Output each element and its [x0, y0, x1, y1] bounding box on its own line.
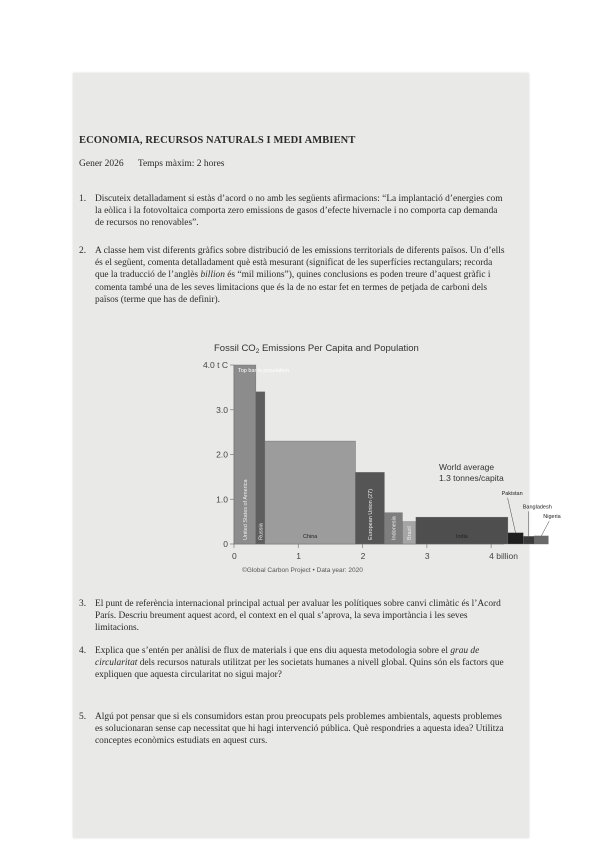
y-tick-label: 2.0: [216, 449, 228, 460]
question-text-emphasis: billion: [200, 270, 225, 281]
chart-bar: [523, 536, 534, 544]
x-tick-label: 3: [424, 551, 430, 561]
y-tick-label: 1.0: [216, 494, 228, 505]
chart-bar: [534, 536, 548, 544]
chart-bar: [508, 533, 523, 544]
bar-label: Nigeria: [543, 513, 561, 520]
y-tick-label: 0: [223, 539, 228, 549]
bar-leader-line: [508, 498, 516, 533]
question-number: 1.: [79, 194, 87, 204]
question-number: 3.: [79, 599, 87, 609]
bar-label: Pakistan: [501, 490, 523, 497]
y-tick-label: 3.0: [216, 404, 228, 415]
bar-label: United States of America: [242, 479, 249, 540]
x-tick-label: 4 billion: [489, 551, 518, 561]
exam-date: Gener 2026: [79, 159, 124, 169]
question-number: 2.: [79, 246, 87, 256]
x-tick-label: 2: [360, 551, 366, 561]
question-text-emphasis: grau de circularitat: [95, 646, 480, 669]
emissions-chart: [146, 339, 561, 577]
question-1: [79, 193, 505, 230]
bar-leader-line: [541, 521, 549, 536]
question-2: [79, 245, 505, 306]
bar-label: Russia: [258, 523, 265, 540]
x-tick-label: 1: [296, 551, 302, 561]
bar-label: Indonesia: [391, 516, 398, 540]
chart-bar: [256, 392, 265, 544]
bar-label: European Union (27): [367, 488, 374, 540]
chart-source: ©Global Carbon Project • Data year: 2020: [242, 567, 363, 574]
question-text: Algú pot pensar que si els consumidors estan prou preocupats pels problemes ambientals, aquests problemes es solucionaran sense cap necessitat que hi hagi intervenció pública. Què respondries a aquesta idea? Utilitza conceptes econòmics estudiats en aquest curs.: [95, 712, 504, 747]
question-text-part: dels recursos naturals utilitzat per les societats humanes a nivell global. Quins són els factors que expliquen que aquesta circularitat no sigui major?: [95, 658, 504, 681]
question-text: El punt de referència internacional principal actual per avaluar les polítiques sobre canvi climàtic és l’Acord París. Descriu breument aquest acord, el context en el qual s’aprova, la seva importància i les seves limitacions.: [95, 599, 501, 634]
bar-label: Bangladesh: [522, 504, 552, 511]
question-4: [79, 645, 505, 682]
chart-bar: [265, 441, 356, 544]
bar-label: China: [302, 534, 318, 540]
average-value-label: 1.3 tonnes/capita: [439, 472, 504, 483]
question-text-part: és “mil milions”), quines conclusions es poden treure d’aquest gràfic i comenta també una de les seves limitacions que és la de no estar fet en termes de petjada de carboni dels països (terme que has de definir).: [95, 270, 491, 305]
question-number: 5.: [79, 712, 87, 722]
exam-meta: [79, 159, 236, 169]
bar-label: Brazil: [407, 526, 414, 540]
question-text-part: Explica que s’entén per anàlisi de flux de materials i que ens diu aquesta metodologia sobre el: [95, 646, 451, 656]
question-3: [79, 598, 505, 635]
question-number: 4.: [79, 646, 87, 656]
chart-plot-area: [203, 360, 562, 574]
question-text: Discuteix detalladament si estàs d’acord o no amb les següents afirmacions: “La implantació d’energies com la eòlica i la fotovoltaica comporta zero emissions de gasos d’efecte hivernacle i no comporta cap demanda de recursos no renovables”.: [95, 194, 503, 229]
bar-label: India: [455, 534, 468, 540]
chart-title: Fossil $CO_2$ Emissions Per Capita and Population: [214, 343, 419, 355]
exam-time-limit: Temps màxim: 2 hores: [137, 159, 225, 169]
average-label: World average: [439, 461, 495, 472]
top-bar-note: Top bar is population: [238, 368, 289, 374]
question-5: [79, 711, 505, 748]
x-tick-label: 0: [232, 551, 237, 561]
exam-title: ECONOMIA, RECURSOS NATURALS I MEDI AMBIENT: [79, 135, 356, 146]
question-text-part: A classe hem vist diferents gràfics sobre distribució de les emissions territorials de diferents països. Un d’ells és el següent, comenta detalladament què està mesurant (significat de les superfícies rectangulars; recorda que la traducció de l’anglès: [95, 246, 505, 281]
exam-sheet: [73, 73, 561, 838]
y-tick-label: 4.0 t C: [202, 360, 228, 370]
